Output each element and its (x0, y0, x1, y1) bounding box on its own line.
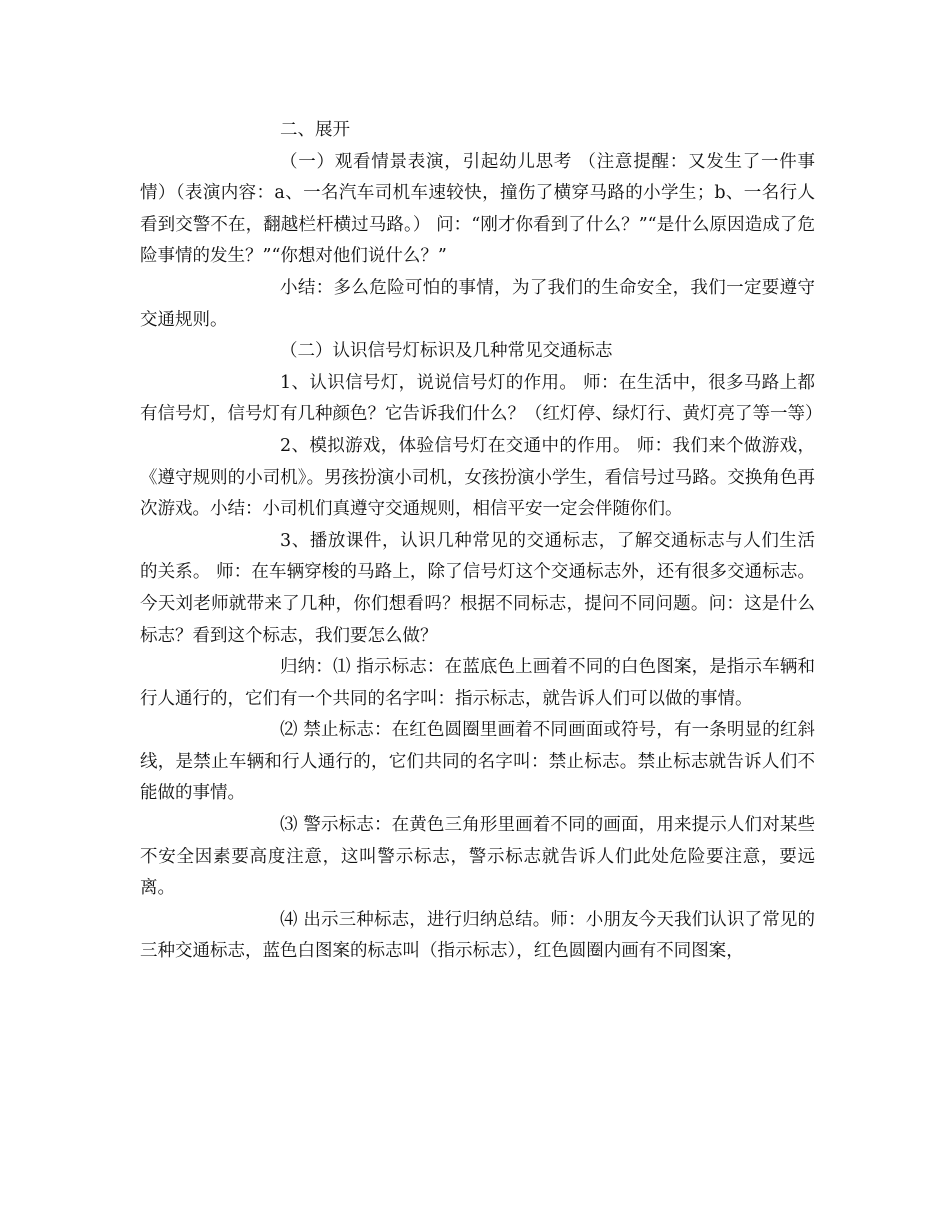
paragraph-scenario-performance: （一）观看情景表演，引起幼儿思考 （注意提醒：又发生了一件事情）（表演内容：a、一名汽车司机车速较快，撞伤了横穿马路的小学生；b、一名行人看到交警不在，翻越栏杆横过马路。） 问：“刚才你看到了什么？”“是什么原因造成了危险事情的发生？”“你想对他们说什么？” (140, 151, 815, 267)
paragraph-instruction-signs: 归纳：⑴ 指示标志：在蓝底色上画着不同的白色图案，是指示车辆和行人通行的，它们有一个共同的名字叫：指示标志，就告诉人们可以做的事情。 (140, 657, 815, 709)
section-heading: 二、展开 (280, 120, 350, 140)
paragraph-simulation-game: 2、模拟游戏，体验信号灯在交通中的作用。 师：我们来个做游戏，《遵守规则的小司机》。男孩扮演小司机，女孩扮演小学生，看信号过马路。交换角色再次游戏。小结：小司机们真遵守交通规则，相信平安一定会伴随你们。 (140, 435, 815, 520)
paragraph-prohibition-signs: ⑵ 禁止标志：在红色圆圈里画着不同画面或符号，有一条明显的红斜线，是禁止车辆和行人通行的，它们共同的名字叫：禁止标志。禁止标志就告诉人们不能做的事情。 (140, 720, 815, 804)
document-body (140, 115, 823, 968)
paragraph-courseware: 3、播放课件，认识几种常见的交通标志，了解交通标志与人们生活的关系。 师：在车辆穿梭的马路上，除了信号灯这个交通标志外，还有很多交通标志。今天刘老师就带来了几种，你们想看吗？根据不同标志，提问不同问题。问：这是什么标志？看到这个标志，我们要怎么做？ (140, 530, 815, 646)
paragraph-warning-signs: ⑶ 警示标志：在黄色三角形里画着不同的画面，用来提示人们对某些不安全因素要高度注意，这叫警示标志，警示标志就告诉人们此处危险要注意，要远离。 (140, 815, 815, 899)
paragraph-signal-lights: 1、认识信号灯，说说信号灯的作用。 师：在生活中，很多马路上都有信号灯，信号灯有几种颜色？它告诉我们什么？（红灯停、绿灯行、黄灯亮了等一等） (140, 372, 823, 425)
subsection-heading: （二）认识信号灯标识及几种常见交通标志 (280, 341, 613, 362)
paragraph-summary-1: 小结：多么危险可怕的事情，为了我们的生命安全，我们一定要遵守交通规则。 (140, 277, 815, 330)
paragraph-summary-signs: ⑷ 出示三种标志，进行归纳总结。师：小朋友今天我们认识了常见的三种交通标志，蓝色白图案的标志叫（指示标志），红色圆圈内画有不同图案， (140, 909, 815, 962)
